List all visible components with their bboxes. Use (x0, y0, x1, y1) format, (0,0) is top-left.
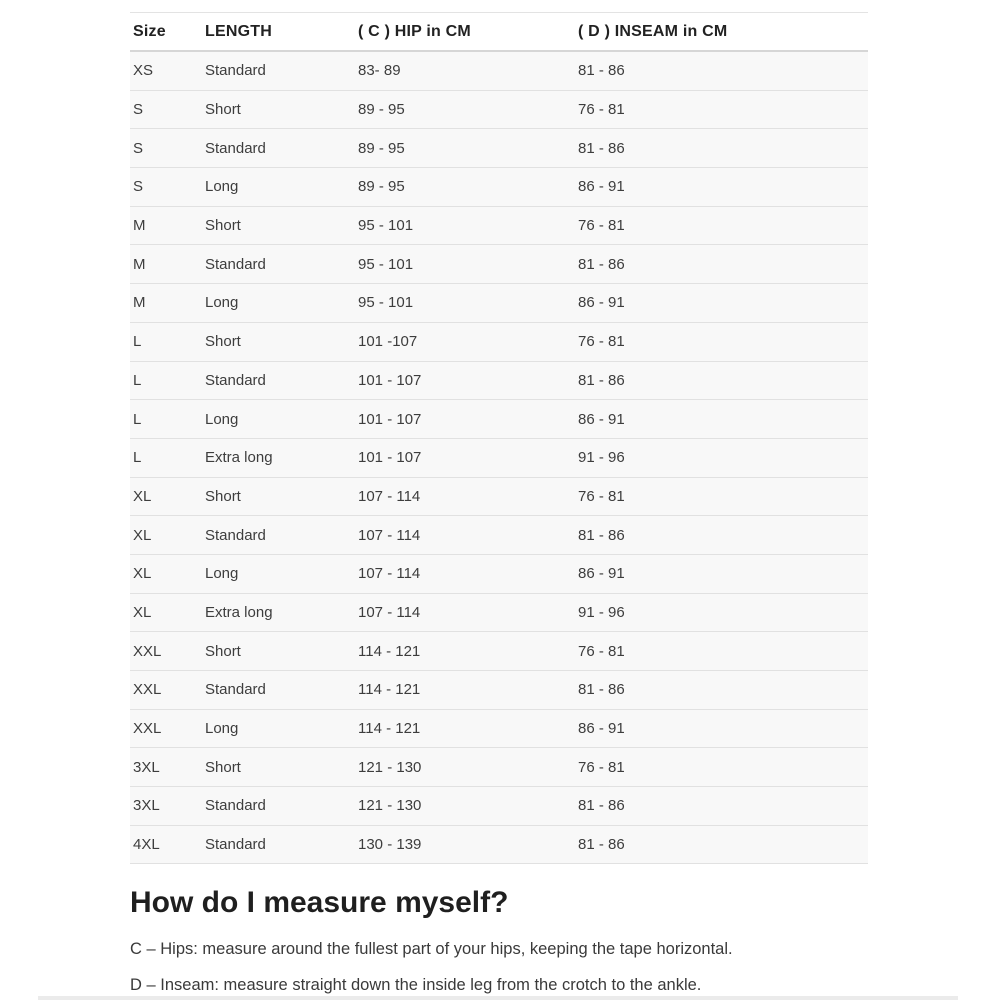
table-cell: 107 - 114 (355, 555, 575, 594)
table-cell: L (130, 439, 202, 478)
table-cell: XXL (130, 710, 202, 749)
table-row (130, 710, 868, 749)
table-row (130, 594, 868, 633)
table-cell: 76 - 81 (575, 91, 868, 130)
table-cell: 86 - 91 (575, 284, 868, 323)
table-cell: 81 - 86 (575, 362, 868, 401)
table-row (130, 362, 868, 401)
table-cell: S (130, 168, 202, 207)
table-row (130, 826, 868, 865)
table-cell: 107 - 114 (355, 478, 575, 517)
table-cell: L (130, 362, 202, 401)
table-cell: M (130, 245, 202, 284)
table-row (130, 632, 868, 671)
table-cell: 107 - 114 (355, 594, 575, 633)
table-row (130, 91, 868, 130)
inseam-instruction-text: D – Inseam: measure straight down the inside leg from the crotch to the ankle. (130, 976, 702, 994)
table-cell: 95 - 101 (355, 245, 575, 284)
table-cell: 3XL (130, 748, 202, 787)
table-cell: 81 - 86 (575, 671, 868, 710)
table-row (130, 555, 868, 594)
table-cell: 114 - 121 (355, 632, 575, 671)
table-cell: 89 - 95 (355, 168, 575, 207)
table-cell: Standard (202, 245, 355, 284)
table-cell: 83- 89 (355, 52, 575, 91)
table-cell: 76 - 81 (575, 207, 868, 246)
table-cell: Standard (202, 826, 355, 865)
table-cell: M (130, 207, 202, 246)
table-cell: Long (202, 555, 355, 594)
bottom-partial-element (38, 996, 958, 1000)
table-cell: Short (202, 632, 355, 671)
table-cell: Long (202, 168, 355, 207)
table-cell: Standard (202, 787, 355, 826)
table-cell: Standard (202, 52, 355, 91)
table-cell: 76 - 81 (575, 748, 868, 787)
table-cell: Long (202, 710, 355, 749)
table-cell: 95 - 101 (355, 284, 575, 323)
table-row (130, 671, 868, 710)
table-cell: L (130, 400, 202, 439)
column-header: LENGTH (202, 12, 355, 52)
table-cell: Short (202, 478, 355, 517)
table-row (130, 207, 868, 246)
table-cell: XXL (130, 671, 202, 710)
table-row (130, 516, 868, 555)
table-cell: Short (202, 748, 355, 787)
table-cell: 76 - 81 (575, 478, 868, 517)
table-cell: XXL (130, 632, 202, 671)
column-header: Size (130, 12, 202, 52)
table-cell: S (130, 129, 202, 168)
table-row (130, 284, 868, 323)
table-cell: 101 - 107 (355, 362, 575, 401)
table-cell: 76 - 81 (575, 323, 868, 362)
table-cell: 121 - 130 (355, 787, 575, 826)
table-cell: 89 - 95 (355, 129, 575, 168)
table-cell: 101 - 107 (355, 400, 575, 439)
table-cell: Short (202, 91, 355, 130)
table-row (130, 748, 868, 787)
size-chart (130, 12, 868, 864)
table-cell: 4XL (130, 826, 202, 865)
table-row (130, 52, 868, 91)
table-cell: 91 - 96 (575, 594, 868, 633)
table-cell: 86 - 91 (575, 400, 868, 439)
table-cell: 89 - 95 (355, 91, 575, 130)
table-cell: 86 - 91 (575, 555, 868, 594)
table-row (130, 168, 868, 207)
table-cell: Long (202, 400, 355, 439)
table-cell: XL (130, 594, 202, 633)
table-cell: 130 - 139 (355, 826, 575, 865)
table-cell: 81 - 86 (575, 787, 868, 826)
table-cell: Short (202, 207, 355, 246)
table-cell: 107 - 114 (355, 516, 575, 555)
table-cell: Extra long (202, 439, 355, 478)
measure-section-heading: How do I measure myself? (130, 886, 509, 919)
table-cell: 81 - 86 (575, 52, 868, 91)
table-cell: XS (130, 52, 202, 91)
table-cell: 81 - 86 (575, 129, 868, 168)
table-cell: Standard (202, 671, 355, 710)
table-cell: 81 - 86 (575, 245, 868, 284)
column-header: ( C ) HIP in CM (355, 12, 575, 52)
table-row (130, 245, 868, 284)
table-cell: 91 - 96 (575, 439, 868, 478)
table-cell: 121 - 130 (355, 748, 575, 787)
table-cell: Standard (202, 516, 355, 555)
table-cell: M (130, 284, 202, 323)
table-row (130, 787, 868, 826)
table-cell: Extra long (202, 594, 355, 633)
table-cell: 81 - 86 (575, 516, 868, 555)
size-table (130, 12, 868, 864)
size-table-header-row (130, 12, 868, 52)
table-cell: 86 - 91 (575, 168, 868, 207)
table-cell: 101 - 107 (355, 439, 575, 478)
table-cell: S (130, 91, 202, 130)
table-cell: XL (130, 516, 202, 555)
table-cell: XL (130, 555, 202, 594)
size-table-header (130, 12, 868, 52)
table-cell: Standard (202, 129, 355, 168)
table-row (130, 323, 868, 362)
table-row (130, 400, 868, 439)
hips-instruction-text: C – Hips: measure around the fullest part of your hips, keeping the tape horizontal. (130, 940, 733, 958)
table-cell: 114 - 121 (355, 710, 575, 749)
table-cell: 81 - 86 (575, 826, 868, 865)
table-cell: L (130, 323, 202, 362)
table-cell: 86 - 91 (575, 710, 868, 749)
table-cell: 95 - 101 (355, 207, 575, 246)
table-cell: 101 -107 (355, 323, 575, 362)
table-row (130, 439, 868, 478)
table-cell: XL (130, 478, 202, 517)
table-cell: 76 - 81 (575, 632, 868, 671)
table-cell: Standard (202, 362, 355, 401)
table-cell: 3XL (130, 787, 202, 826)
size-table-body (130, 52, 868, 864)
table-cell: Long (202, 284, 355, 323)
table-row (130, 478, 868, 517)
table-row (130, 129, 868, 168)
table-cell: Short (202, 323, 355, 362)
column-header: ( D ) INSEAM in CM (575, 12, 868, 52)
table-cell: 114 - 121 (355, 671, 575, 710)
